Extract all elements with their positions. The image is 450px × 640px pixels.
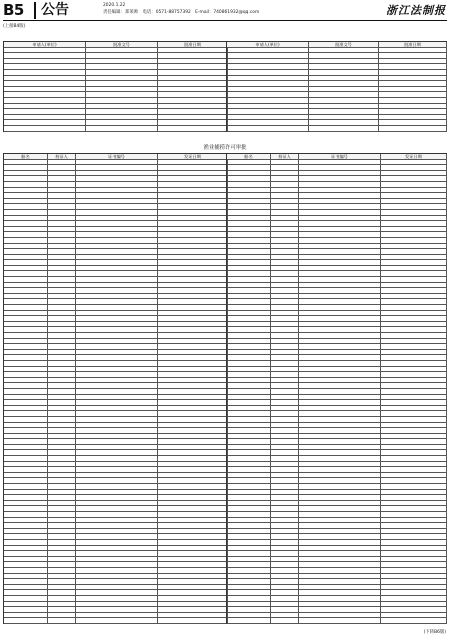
table-cell [299,618,381,624]
table-cell [271,618,299,624]
column-header: 发证日期 [158,154,228,160]
continued-from-label: (上接B4版) [3,24,26,29]
table-cell [227,618,271,624]
masthead-rule [3,20,447,21]
column-header: 持证人 [48,154,76,160]
fishing-license-table-right [226,153,447,624]
column-header: 船名 [227,154,271,160]
column-header: 证书编号 [76,154,158,160]
table-row [4,126,228,132]
fishing-license-table-left [3,153,228,624]
column-header: 批准日期 [379,42,447,48]
table-cell [86,126,158,132]
table-cell [158,126,228,132]
column-header: 证书编号 [299,154,381,160]
page-number: B5 [3,1,24,19]
table-cell [48,618,76,624]
table-cell [4,126,86,132]
column-header: 批准日期 [158,42,228,48]
column-header: 发证日期 [381,154,447,160]
table-cell [4,618,48,624]
table-row [227,126,447,132]
column-header: 批准文号 [86,42,158,48]
table-cell [158,618,228,624]
table-cell [379,126,447,132]
continued-to-label: (下转B6版) [423,630,446,635]
column-header: 申请人(单位) [4,42,86,48]
masthead [3,2,447,19]
seal-approval-table-right [226,41,447,132]
section-title: 渔业捕捞许可审批 [203,145,247,151]
table-cell [309,126,379,132]
editor-contact: 责任编辑：郑莱帅 电话：0571-88757392 E-mail：740861932@qq.com [103,10,260,15]
table-row [227,618,447,624]
column-header: 持证人 [271,154,299,160]
column-header: 船名 [4,154,48,160]
table-row [4,618,228,624]
section-name: 公告 [34,2,69,19]
table-cell [227,126,309,132]
newspaper-name: 浙江法制报 [386,4,446,17]
seal-approval-table-left [3,41,228,132]
column-header: 申请人(单位) [227,42,309,48]
table-cell [76,618,158,624]
table-cell [381,618,447,624]
issue-date: 2020.1.22 [103,3,126,8]
column-header: 批准文号 [309,42,379,48]
